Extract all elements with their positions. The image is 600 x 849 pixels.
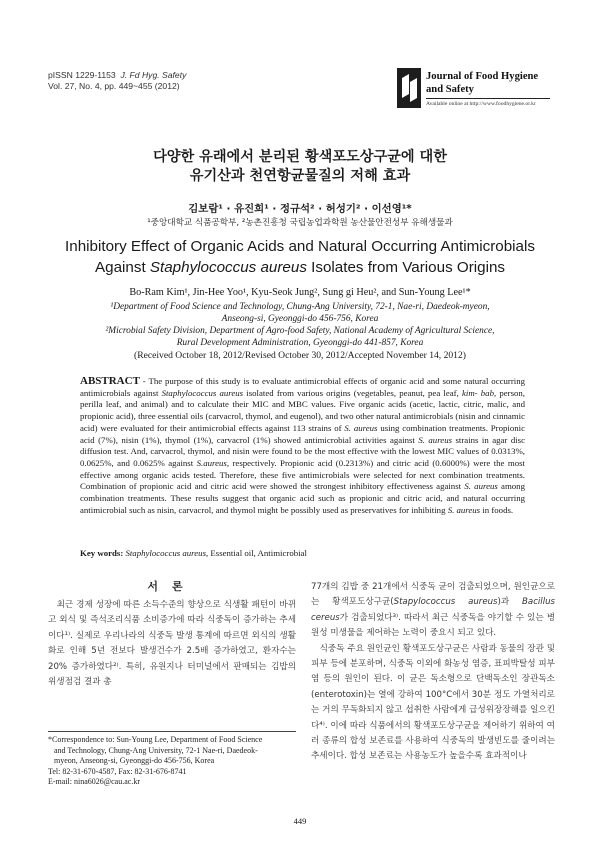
english-affiliations: ¹Department of Food Science and Technology, Chung-Ang University, 72-1, Nae-ri, Daedeok-myeon, Anseong-si, Gyeonggi-do 456-756, Korea ²Microbial Safety Division, Department of Agro-food Safety, National Academy of Agricultural Science, Rural Development Administration, Gyeonggi-do 441-857, Korea <box>105 302 495 348</box>
korean-authors: 김보람¹ · 유진희¹ · 정규석² · 허성기² · 이선영¹* <box>188 203 412 215</box>
left-column <box>48 580 296 690</box>
abstract-heading: ABSTRACT <box>80 375 140 387</box>
korean-title: 다양한 유래에서 분리된 황색포도상구균에 대한 유기산과 천연항균물질의 저해 효과 <box>153 149 447 184</box>
journal-abbrev: J. Fd Hyg. Safety <box>120 70 187 80</box>
correspondence-footnote: *Correspondence to: Sun-Young Lee, Department of Food Science and Technology, Chung-Ang University, 72-1 Nae-ri, Daedeok- myeon, Anseong-si, Gyeonggi-do 456-756, Korea Tel: 82-31-670-4587, Fax: 82-31-676-8741 E-mail: nina6026@cau.ac.kr <box>48 735 263 786</box>
abstract: ABSTRACT - The purpose of this study is to evaluate antimicrobial effects of organic acid and some natural occurring antimicrobials against Staphylococcus aureus isolated from various origins (vegetables, peanut, pea leaf, kim- bab, person, perilla leaf, and animal) and to calculate their MIC and MBC values. Five organic acids (acetic, lactic, citric, malic, and propionic acid), three essential oils (carvacrol, thymol, and eugenol), and two other natural antimicrobials (nisin and cinnamic acid) were evaluated for their antimicrobial effects against 113 strains of S. aureus using combination treatments. Propionic acid (7%), nisin (1%), thymol (1%), carvacrol (1%) showed antimicrobial activities against S. aureus strains in agar disc diffusion test. And, carvacrol, thymol, and nisin were found to be the most effective with the lowest MIC values of 0.0313%, 0.0625%, and 0.0625% against S.aureus, respectively. Propionic acid (0.2313%) and citric acid (0.6000%) were the most effective among organic acids tested. Therefore, these five antimicrobials were selected for next combination treatments. Combination of propionic acid and citric acid were showed the strongest inhibitory effectiveness against S. aureus among combination treatments. These results suggest that organic acid such as propionic and citric acid, and natural occurring antimicrobial such as nisin, carvacrol, and thymol might be possibly used as preservatives for inhibiting S. aureus in foods. <box>80 375 525 515</box>
english-title: Inhibitory Effect of Organic Acids and Natural Occurring Antimicrobials Against Staphylococcus aureus Isolates from Various Origins <box>65 238 535 276</box>
issn: pISSN 1229-1153 <box>48 70 116 80</box>
intro-paragraph-continued: 77개의 김밥 중 21개에서 식중독 균이 검출되었으며, 원인균으로는 황색포도상구균(Stapylococcus aureus)과 Bacillus cereus가 검출되었다³⁾. 따라서 최근 식중독을 야기할 수 있는 병원성 미생물을 제어하는 노력이 중요시 되고 있다. <box>311 582 556 639</box>
keywords: Key words: Staphylococcus aureus, Essential oil, Antimicrobial <box>80 548 307 558</box>
english-authors: Bo-Ram Kim¹, Jin-Hee Yoo¹, Kyu-Seok Jung², Sung gi Heu², and Sun-Young Lee¹* <box>129 287 471 298</box>
logo-title: Journal of Food Hygiene and Safety <box>426 71 539 95</box>
volume-line: Vol. 27, No. 4, pp. 449~455 (2012) <box>48 81 180 91</box>
journal-logo <box>396 66 552 116</box>
korean-affiliation: ¹중앙대학교 식품공학부, ²농촌진흥청 국립농업과학원 농산물안전성부 유해생물과 <box>147 218 453 228</box>
intro-paragraph: 식중독 주요 원인균인 황색포도상구균은 사람과 동물의 장관 및 피부 등에 분포하며, 식중독 이외에 화농성 염증, 표피박탈성 피부염 등의 원인이 된다. 이 균은 독소형으로 단백독소인 장관독소(enterotoxin)는 열에 강하여 100°C에서 30분 정도 가열처리로는 거의 무독화되지 않고 섭취한 사람에게 급성위장장해를 일으킨다⁴⁾. 이에 따라 식품에서의 황색포도상구균을 제어하기 위하여 여러 종류의 합성 보존료를 사용하여 식중독의 발생빈도를 줄이려는 추세이다. 합성 보존료는 사용농도가 높을수록 효과적이나 <box>311 643 555 762</box>
footnote-divider <box>48 731 296 732</box>
journal-citation-header <box>48 70 186 92</box>
right-column <box>311 580 555 765</box>
journal-url: Available online at http://www.foodhygiene.or.kr <box>426 101 536 107</box>
page-number: 449 <box>293 816 307 826</box>
intro-paragraph: 최근 경제 성장에 따른 소득수준의 향상으로 식생활 패턴이 바뀌고 외식 및 즉석조리식품 소비증가에 따라 식중독이 증가하는 추세이다¹⁾. 실제로 우리나라의 식중독 발생 통계에 따르면 외식의 생활화로 인해 5년 전보다 발생건수가 2.5배 증가하였고, 환자수는 20% 증가하였다²⁾. 특히, 유원지나 터미널에서 판매되는 김밥의 위생점검 결과 총 <box>48 600 296 688</box>
received-dates: (Received October 18, 2012/Revised October 30, 2012/Accepted November 14, 2012) <box>134 350 466 361</box>
journal-emblem-icon <box>396 68 422 108</box>
introduction-heading: 서론 <box>147 580 197 593</box>
